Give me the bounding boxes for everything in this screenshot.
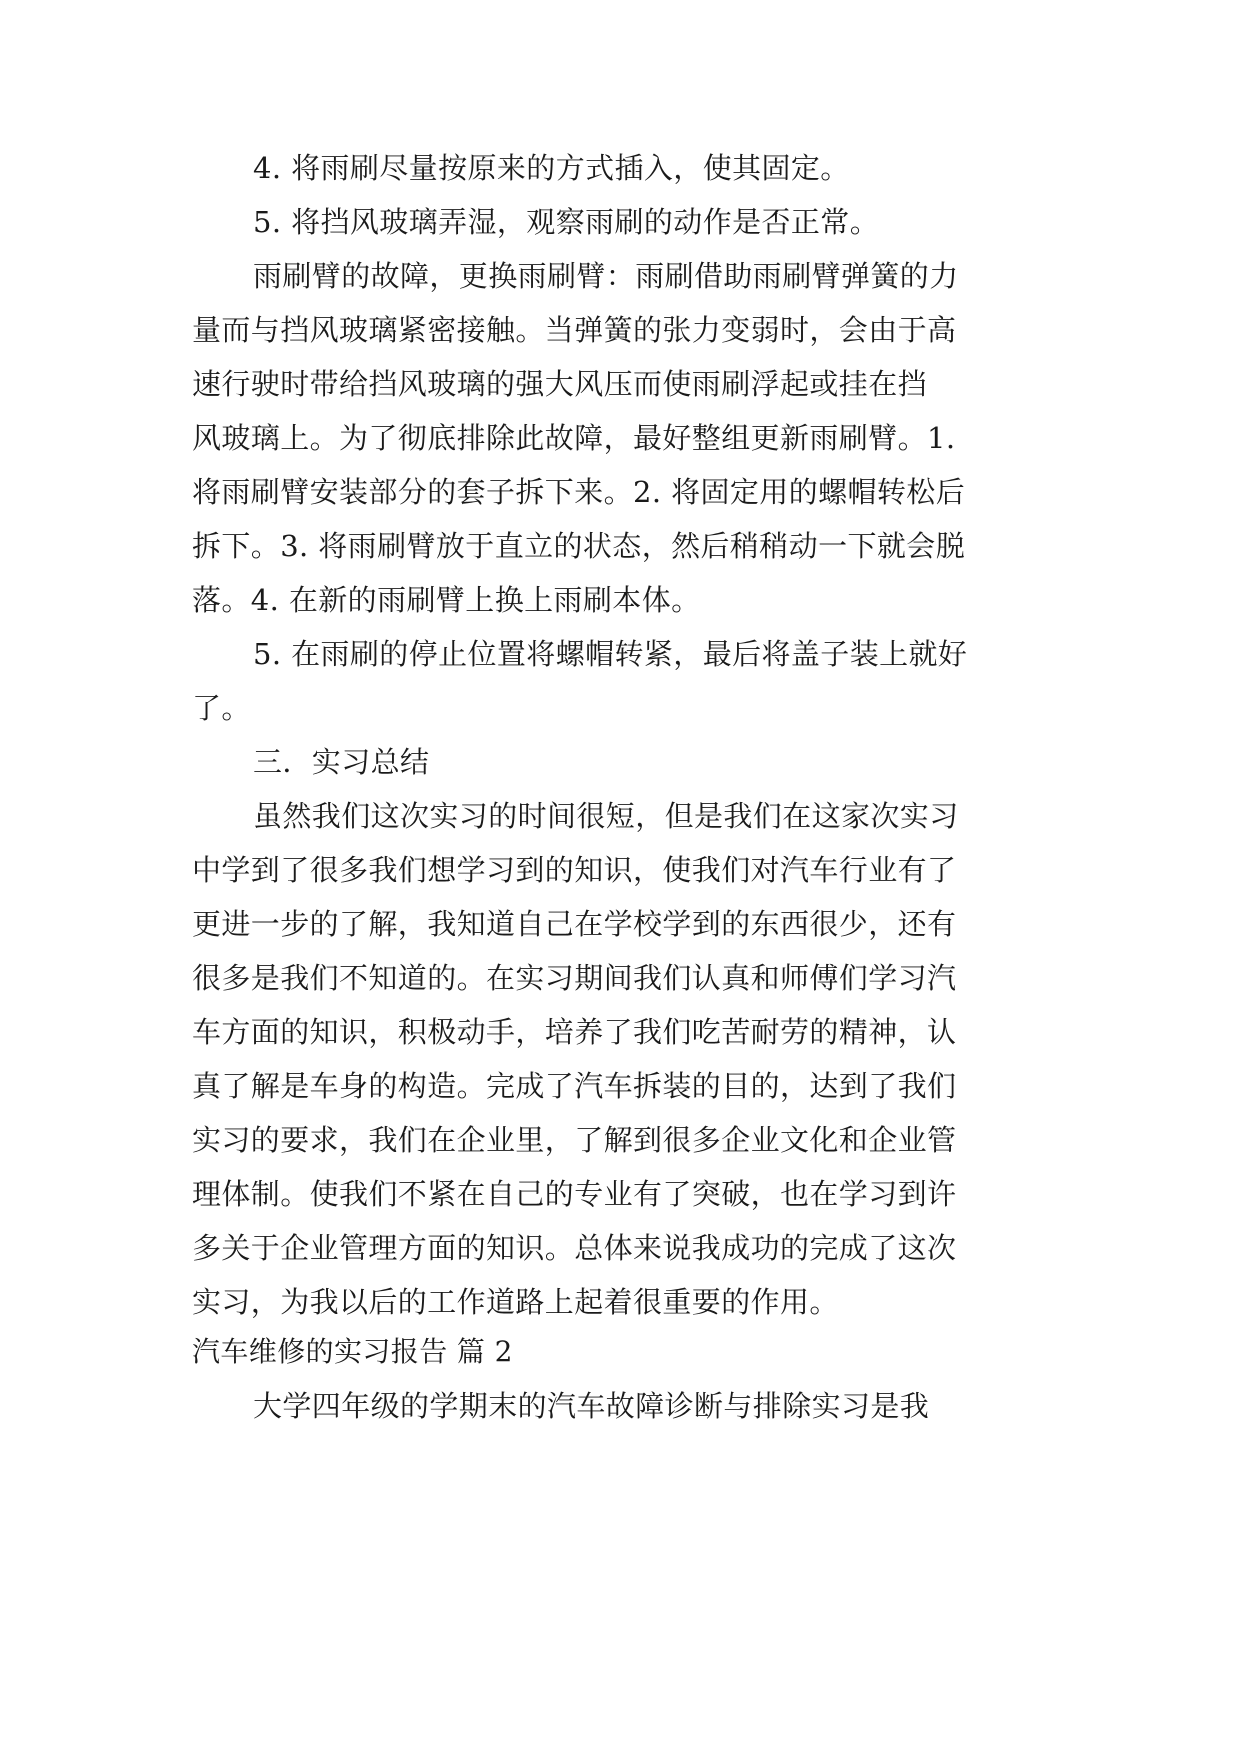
text-line: 了。 [192, 691, 251, 725]
text-line: 虽然我们这次实习的时间很短，但是我们在这家次实习 [253, 799, 959, 833]
text-line: 实习的要求，我们在企业里，了解到很多企业文化和企业管 [192, 1123, 957, 1157]
text-line: 很多是我们不知道的。在实习期间我们认真和师傅们学习汽 [192, 961, 957, 995]
text-line: 车方面的知识，积极动手，培养了我们吃苦耐劳的精神，认 [192, 1015, 957, 1049]
article-title: 汽车维修的实习报告 篇 2 [192, 1335, 513, 1368]
text-line: 量而与挡风玻璃紧密接触。当弹簧的张力变弱时，会由于高 [192, 313, 957, 347]
text-line: 实习，为我以后的工作道路上起着很重要的作用。 [192, 1285, 839, 1319]
text-line: 4. 将雨刷尽量按原来的方式插入，使其固定。 [253, 151, 850, 185]
text-line: 更进一步的了解，我知道自己在学校学到的东西很少，还有 [192, 907, 957, 941]
text-line: 风玻璃上。为了彻底排除此故障，最好整组更新雨刷臂。1. [192, 421, 956, 455]
section-heading: 三．实习总结 [253, 745, 430, 779]
text-line: 雨刷臂的故障，更换雨刷臂：雨刷借助雨刷臂弹簧的力 [253, 259, 959, 293]
text-line: 理体制。使我们不紧在自己的专业有了突破，也在学习到许 [192, 1177, 957, 1211]
text-line: 落。4. 在新的雨刷臂上换上雨刷本体。 [192, 583, 701, 617]
text-line: 5. 在雨刷的停止位置将螺帽转紧，最后将盖子装上就好 [253, 637, 968, 671]
text-line: 多关于企业管理方面的知识。总体来说我成功的完成了这次 [192, 1231, 957, 1265]
text-line: 真了解是车身的构造。完成了汽车拆装的目的，达到了我们 [192, 1069, 957, 1103]
text-line: 速行驶时带给挡风玻璃的强大风压而使雨刷浮起或挂在挡 [192, 367, 928, 401]
text-line: 中学到了很多我们想学习到的知识，使我们对汽车行业有了 [192, 853, 957, 887]
text-line: 5. 将挡风玻璃弄湿，观察雨刷的动作是否正常。 [253, 205, 880, 239]
text-line: 拆下。3. 将雨刷臂放于直立的状态，然后稍稍动一下就会脱 [192, 529, 966, 563]
text-line: 将雨刷臂安装部分的套子拆下来。2. 将固定用的螺帽转松后 [192, 475, 966, 509]
text-line: 大学四年级的学期末的汽车故障诊断与排除实习是我 [253, 1389, 930, 1423]
